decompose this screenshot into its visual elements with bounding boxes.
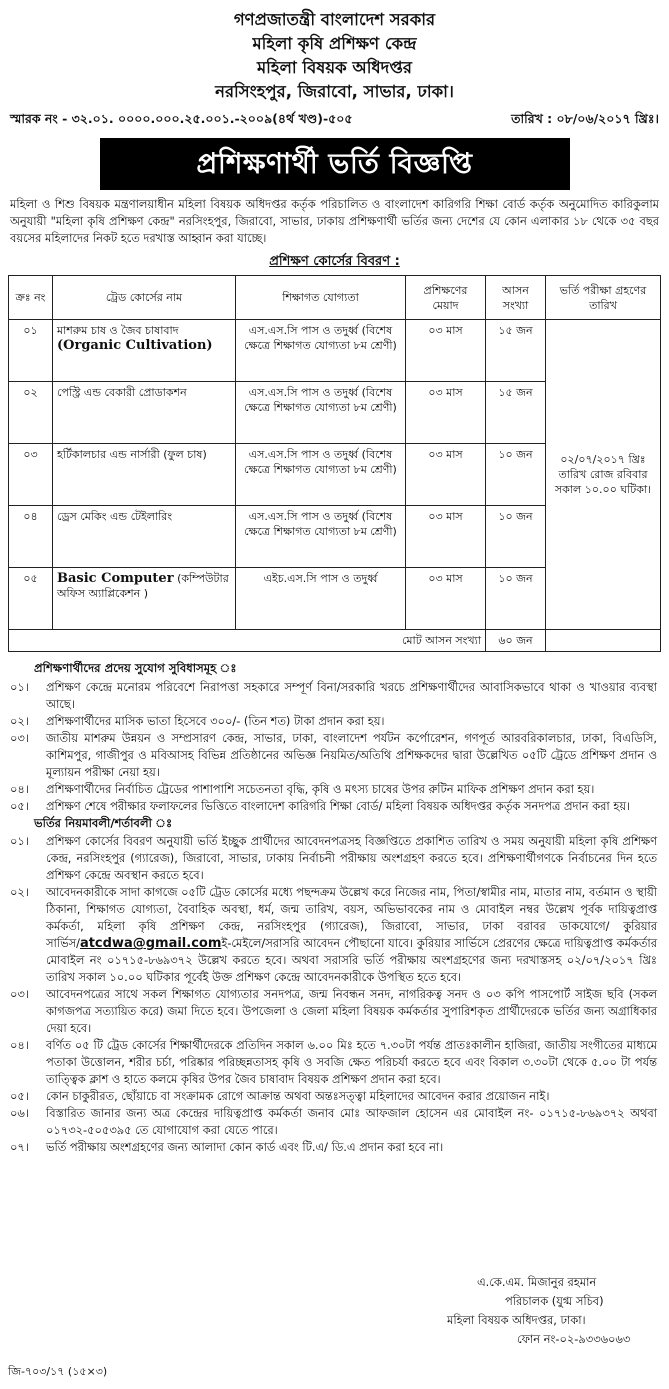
course-section-heading: প্রশিক্ষণ কোর্সের বিবরণ : — [269, 253, 400, 269]
item-text: জাতীয় মাশরুম উন্নয়ন ও সম্প্রসারণ কেন্দ্র, সাভার, ঢাকা, বাংলাদেশ পর্যটন কর্পোরেশন, গণপূর্ত আরবরিকালচার, ঢাকা, বিএডিসি, কাশিমপুর, গাজীপুর ও মবিআসহ বিভিন্ন প্রতিষ্ঠানের অভিজ্ঞ নিয়মিত/অতিথি প্রশিক্ষকদের দ্বারা উল্লেখিত ০৫টি ট্রেডে প্রশিক্ষণ প্রদান ও মূল্যায়ন পরীক্ষা নেয়া হয়। — [46, 730, 657, 779]
item-number: ০৩। — [10, 987, 29, 1002]
cell-duration: ০৩ মাস — [406, 568, 486, 630]
notice-date: তারিখ : ০৮/০৬/২০১৭ খ্রিঃ। — [511, 111, 659, 126]
cell-seats: ১০ জন — [486, 444, 546, 506]
col-header-seats: আসন সংখ্যা — [486, 276, 546, 320]
signatory-organization: মহিলা বিষয়ক অধিদপ্তর, ঢাকা। — [447, 1313, 586, 1327]
item-text-part: আবেদনকারীকে সাদা কাগজে ০৫টি ট্রেড কোর্সের মধ্যে পছন্দক্রম উল্লেখ করে নিজের নাম, পিতা/স্বামীর নাম, মাতার নাম, বর্তমান ও স্থায়ী ঠিকানা, শিক্ষাগত যোগ্যতা, বৈবাহিক অবস্থা, ধর্ম, জন্ম তারিখ, বয়স, অভিভাবকের নাম ও মোবাইল নম্বর উল্লেখ পূর্বক দায়িত্বপ্রাপ্ত কর্মকর্তা, মহিলা কৃষি প্রশিক্ষণ কেন্দ্র, নরসিংহপুর (গ্যারেজ), জিরাবো, সাভার, ঢাকা বরাবর ডাকযোগে/ কুরিয়ার সার্ভিস/ — [46, 885, 657, 951]
cell-serial: ০২ — [9, 382, 53, 444]
memo-number: স্মারক নং - ৩২.০১. ০০০০.০০০.২৫.০০১.-২০০৯(৪র্থ খণ্ড)-৫০৫ — [10, 111, 353, 126]
item-number: ০২। — [10, 885, 29, 900]
cell-qualification: এস.এস.সি পাস ও তদুর্ধ্ব (বিশেষ ক্ষেত্রে শিক্ষাগত যোগ্যতা ৮ম শ্রেণী) — [236, 382, 406, 444]
col-header-duration: প্রশিক্ষণের মেয়াদ — [406, 276, 486, 320]
government-title: গণপ্রজাতন্ত্রী বাংলাদেশ সরকার — [233, 10, 436, 29]
cell-qualification: এস.এস.সি পাস ও তদুর্ধ্ব (বিশেষ ক্ষেত্রে শিক্ষাগত যোগ্যতা ৮ম শ্রেণী) — [236, 320, 406, 382]
reference-line — [8, 110, 661, 128]
item-text: আবেদনপত্রের সাথে সকল শিক্ষাগত যোগ্যতার সনদপত্র, জন্ম নিবন্ধন সনদ, নাগরিকত্ব সনদ ও ০৩ কপি পাসপোর্ট সাইজ ছবি (সকল কাগজপত্র সত্যায়িত করে) জমা দিতে হবে। উপজেলা ও জেলা মহিলা বিষয়ক কর্মকর্তার সুপারিশকৃত প্রার্থীদেরকে ভর্তির জন্য অগ্রাধিকার দেয়া হবে। — [46, 987, 657, 1036]
benefits-heading: প্রশিক্ষণার্থীদের প্রদেয় সুযোগ সুবিধাসমূহ ঃ — [34, 661, 237, 676]
list-item — [8, 1105, 661, 1139]
list-item — [8, 1139, 661, 1156]
table-header-row — [9, 276, 661, 320]
intro-paragraph: মহিলা ও শিশু বিষয়ক মন্ত্রণালয়াধীন মহিলা বিষয়ক অধিদপ্তর কর্তৃক পরিচালিত ও বাংলাদেশ কারিগরি শিক্ষা বোর্ড কর্তৃক অনুমোদিত কারিকুলাম অনুযায়ী "মহিলা কৃষি প্রশিক্ষণ কেন্দ্র" নরসিংহপুর, জিরাবো, সাভার, ঢাকায় প্রশিক্ষণার্থী ভর্তির জন্য দেশের যে কোন এলাকার ১৮ থেকে ৩৫ বছর বয়সের মহিলাদের নিকট হতে দরখাস্ত আহ্বান করা যাচ্ছে। — [10, 196, 659, 245]
item-text — [46, 884, 661, 986]
signature-block — [447, 1273, 647, 1349]
course-name-en: (Organic Cultivation) — [57, 338, 213, 354]
cell-exam-date: ০২/০৭/২০১৭ খ্রিঃ তারিখ রোজ রবিবার সকাল ১০.০০ ঘটিকা। — [546, 320, 661, 630]
cell-seats: ১৫ জন — [486, 382, 546, 444]
item-number: ০১। — [10, 834, 29, 849]
cell-serial: ০৫ — [9, 568, 53, 630]
item-number: ০৪। — [10, 1038, 29, 1053]
item-number: ০৬। — [10, 1106, 29, 1121]
department-name: মহিলা বিষয়ক অধিদপ্তর — [257, 58, 412, 77]
letterhead — [8, 8, 661, 104]
cell-course-name: পেস্ট্রি এন্ড বেকারী প্রোডাকশন — [53, 382, 236, 444]
cell-course-name — [53, 568, 236, 630]
cell-serial: ০১ — [9, 320, 53, 382]
cell-serial: ০৪ — [9, 506, 53, 568]
cell-qualification: এইচ.এস.সি পাস ও তদুর্ধ্ব — [236, 568, 406, 630]
notice-title-banner: প্রশিক্ষণার্থী ভর্তি বিজ্ঞপ্তি — [100, 138, 570, 190]
cell-seats: ১০ জন — [486, 568, 546, 630]
list-item — [8, 713, 661, 730]
item-number: ০২। — [10, 713, 29, 728]
list-item — [8, 884, 661, 986]
col-header-serial: ক্রঃ নং — [9, 276, 53, 320]
item-number: ০১। — [10, 679, 29, 694]
item-number: ০৪। — [10, 781, 29, 796]
cell-seats: ১০ জন — [486, 506, 546, 568]
item-number: ০৫। — [10, 798, 29, 813]
benefits-list — [8, 679, 661, 815]
item-number: ০৫। — [10, 1089, 29, 1104]
email-address: atcdwa@gmail.com — [79, 936, 222, 952]
item-text: প্রশিক্ষণার্থীদের মাসিক ভাতা হিসেবে ৩০০/- (তিন শত) টাকা প্রদান করা হয়। — [46, 713, 385, 728]
list-item — [8, 679, 661, 713]
list-item — [8, 1037, 661, 1088]
item-text: প্রশিক্ষণ শেষে পরীক্ষার ফলাফলের ভিত্তিতে বাংলাদেশ কারিগরি শিক্ষা বোর্ড/ মহিলা বিষয়ক অধিদপ্তর কর্তৃক সনদপত্র প্রদান করা হয়। — [46, 798, 631, 813]
item-number: ০৭। — [10, 1140, 29, 1155]
item-text: বর্ণিত ০৫ টি ট্রেড কোর্সের শিক্ষার্থীদেরকে প্রতিদিন সকাল ৬.০০ মিঃ হতে ৭.৩০টা পর্যন্ত প্রাতঃকালীন হাজিরা, জাতীয় সংগীতের মাধ্যমে পতাকা উত্তোলন, শরীর চর্চা, পরিষ্কার পরিচ্ছন্নতাসহ কৃষি ও সবজি ক্ষেত পরিচর্যা করতে হবে এবং বিকাল ৩.৩০টা থেকে ৫.০০ টা পর্যন্ত তাত্ত্বিক ক্লাশ ও হাতে কলমে কৃষির উপর জৈব চাষাবাদ বিষয়ক প্রশিক্ষণ প্রদান করা হবে। — [46, 1038, 657, 1087]
print-code: জি-৭০৩/১৭ (১৫×৩) — [8, 1365, 108, 1378]
table-total-row — [9, 630, 661, 652]
total-row-empty-cell — [546, 630, 661, 652]
list-item — [8, 730, 661, 781]
cell-course-name: ড্রেস মেকিং এন্ড টেইলারিং — [53, 506, 236, 568]
course-name-bn: মাশরুম চাষ ও জৈব চাষাবাদ — [57, 324, 179, 338]
cell-course-name: হর্টিকালচার এন্ড নার্সারী (ফুল চাষ) — [53, 444, 236, 506]
cell-qualification: এস.এস.সি পাস ও তদুর্ধ্ব (বিশেষ ক্ষেত্রে শিক্ষাগত যোগ্যতা ৮ম শ্রেণী) — [236, 444, 406, 506]
course-name-en: Basic Computer — [57, 571, 174, 587]
cell-duration: ০৩ মাস — [406, 506, 486, 568]
signatory-phone: ফোন নং-০২-৯৩৩৬০৬৩ — [517, 1332, 631, 1346]
cell-seats: ১৫ জন — [486, 320, 546, 382]
item-text: প্রশিক্ষণার্থীদের নির্বাচিত ট্রেডের পাশাপাশি সচেতনতা বৃদ্ধি, কৃষি ও মৎস্য চাষের উপর রুটিন মাফিক প্রশিক্ষণ প্রদান করা হয়। — [46, 781, 595, 796]
rules-list — [8, 833, 661, 1156]
cell-qualification: এস.এস.সি পাস ও তদুর্ধ্ব (বিশেষ ক্ষেত্রে শিক্ষাগত যোগ্যতা ৮ম শ্রেণী) — [236, 506, 406, 568]
signatory-name: এ.কে.এম. মিজানুর রহমান — [477, 1275, 597, 1289]
item-text: বিস্তারিত জানার জন্য অত্র কেন্দ্রের দায়িত্বপ্রাপ্ত কর্মকর্তা জনাব মোঃ আফজাল হোসেন এর মোবাইল নং- ০১৭১৫-৮৬৯৩৭২ অথবা ০১৭৩২-৫০৫৩৯৫ তে যোগাযোগ করা যেতে পারে। — [46, 1106, 657, 1138]
list-item — [8, 1088, 661, 1105]
list-item — [8, 781, 661, 798]
list-item — [8, 986, 661, 1037]
list-item — [8, 833, 661, 884]
total-seats-value: ৬০ জন — [486, 630, 546, 652]
list-item — [8, 798, 661, 815]
table-row — [9, 320, 661, 382]
item-text: প্রশিক্ষণ কেন্দ্রে মনোরম পরিবেশে নিরাপত্তা সহকারে সম্পূর্ণ বিনা/সরকারি খরচে প্রশিক্ষণার্থীদের আবাসিকভাবে থাকা ও খাওয়ার ব্যবস্থা আছে। — [46, 679, 657, 711]
total-seats-label: মোট আসন সংখ্যা — [9, 630, 486, 652]
signatory-title: পরিচালক (যুগ্ম সচিব) — [505, 1294, 604, 1308]
item-text: ভর্তি পরীক্ষায় অংশগ্রহণের জন্য আলাদা কোন কার্ড এবং টি.এ/ ডি.এ প্রদান করা হবে না। — [46, 1140, 444, 1155]
cell-duration: ০৩ মাস — [406, 320, 486, 382]
item-text: কোন চাকুরীরত, ছোঁয়াচে বা সংক্রামক রোগে আক্রান্ত অথবা অন্তঃসত্ত্বা মহিলাদের আবেদন করার প্রয়োজন নাই। — [46, 1089, 550, 1104]
item-text-part: ই-মেইলে/সরাসরি আবেদন পৌছানো যাবে। কুরিয়ার সার্ভিসে প্রেরণের ক্ষেত্রে দায়িত্বপ্রাপ্ত কর্মকর্তার মোবাইল নং ০১৭১৫-৮৬৯৩৭২ উল্লেখ করতে হবে। অথবা সরাসরি ভর্তি পরীক্ষায় অংশগ্রহণের জন্য দরখাস্তসহ ০২/০৭/২০১৭ খ্রিঃ তারিখ সকাল ১০.০০ ঘটিকার পূর্বেই উক্ত প্রশিক্ষণ কেন্দ্রে আবেদনকারীকে উপস্থিত হতে হবে। — [46, 936, 657, 985]
col-header-qualification: শিক্ষাগত যোগ্যতা — [236, 276, 406, 320]
course-name-bn: (কম্পিউটার অফিস অ্যাপ্লিকেশন ) — [57, 572, 229, 601]
address: নরসিংহপুর, জিরাবো, সাভার, ঢাকা। — [215, 82, 454, 101]
rules-heading: ভর্তির নিয়মাবলী/শর্তাবলী ঃ — [34, 815, 173, 830]
center-name: মহিলা কৃষি প্রশিক্ষণ কেন্দ্র — [252, 34, 417, 53]
col-header-exam-date: ভর্তি পরীক্ষা গ্রহণের তারিখ — [546, 276, 661, 320]
item-text: প্রশিক্ষণ কোর্সের বিবরণ অনুযায়ী ভর্তি ইচ্ছুক প্রার্থীদের আবেদনপত্রসহ বিজ্ঞপ্তিতে প্রকাশিত তারিখ ও সময় অনুযায়ী মহিলা কৃষি প্রশিক্ষণ কেন্দ্র, নরসিংহপুর (গ্যারেজ), জিরাবো, সাভার, ঢাকায় নির্বাচনী পরীক্ষায় অংশগ্রহণ করতে হবে। প্রশিক্ষণার্থীগণকে নির্বাচনের দিন হতে প্রশিক্ষণ কেন্দ্রে অবস্থান করতে হবে। — [46, 834, 657, 883]
cell-course-name — [53, 320, 236, 382]
cell-duration: ০৩ মাস — [406, 444, 486, 506]
cell-serial: ০৩ — [9, 444, 53, 506]
course-table — [8, 275, 661, 652]
col-header-course-name: ট্রেড কোর্সের নাম — [53, 276, 236, 320]
cell-duration: ০৩ মাস — [406, 382, 486, 444]
item-number: ০৩। — [10, 730, 29, 745]
